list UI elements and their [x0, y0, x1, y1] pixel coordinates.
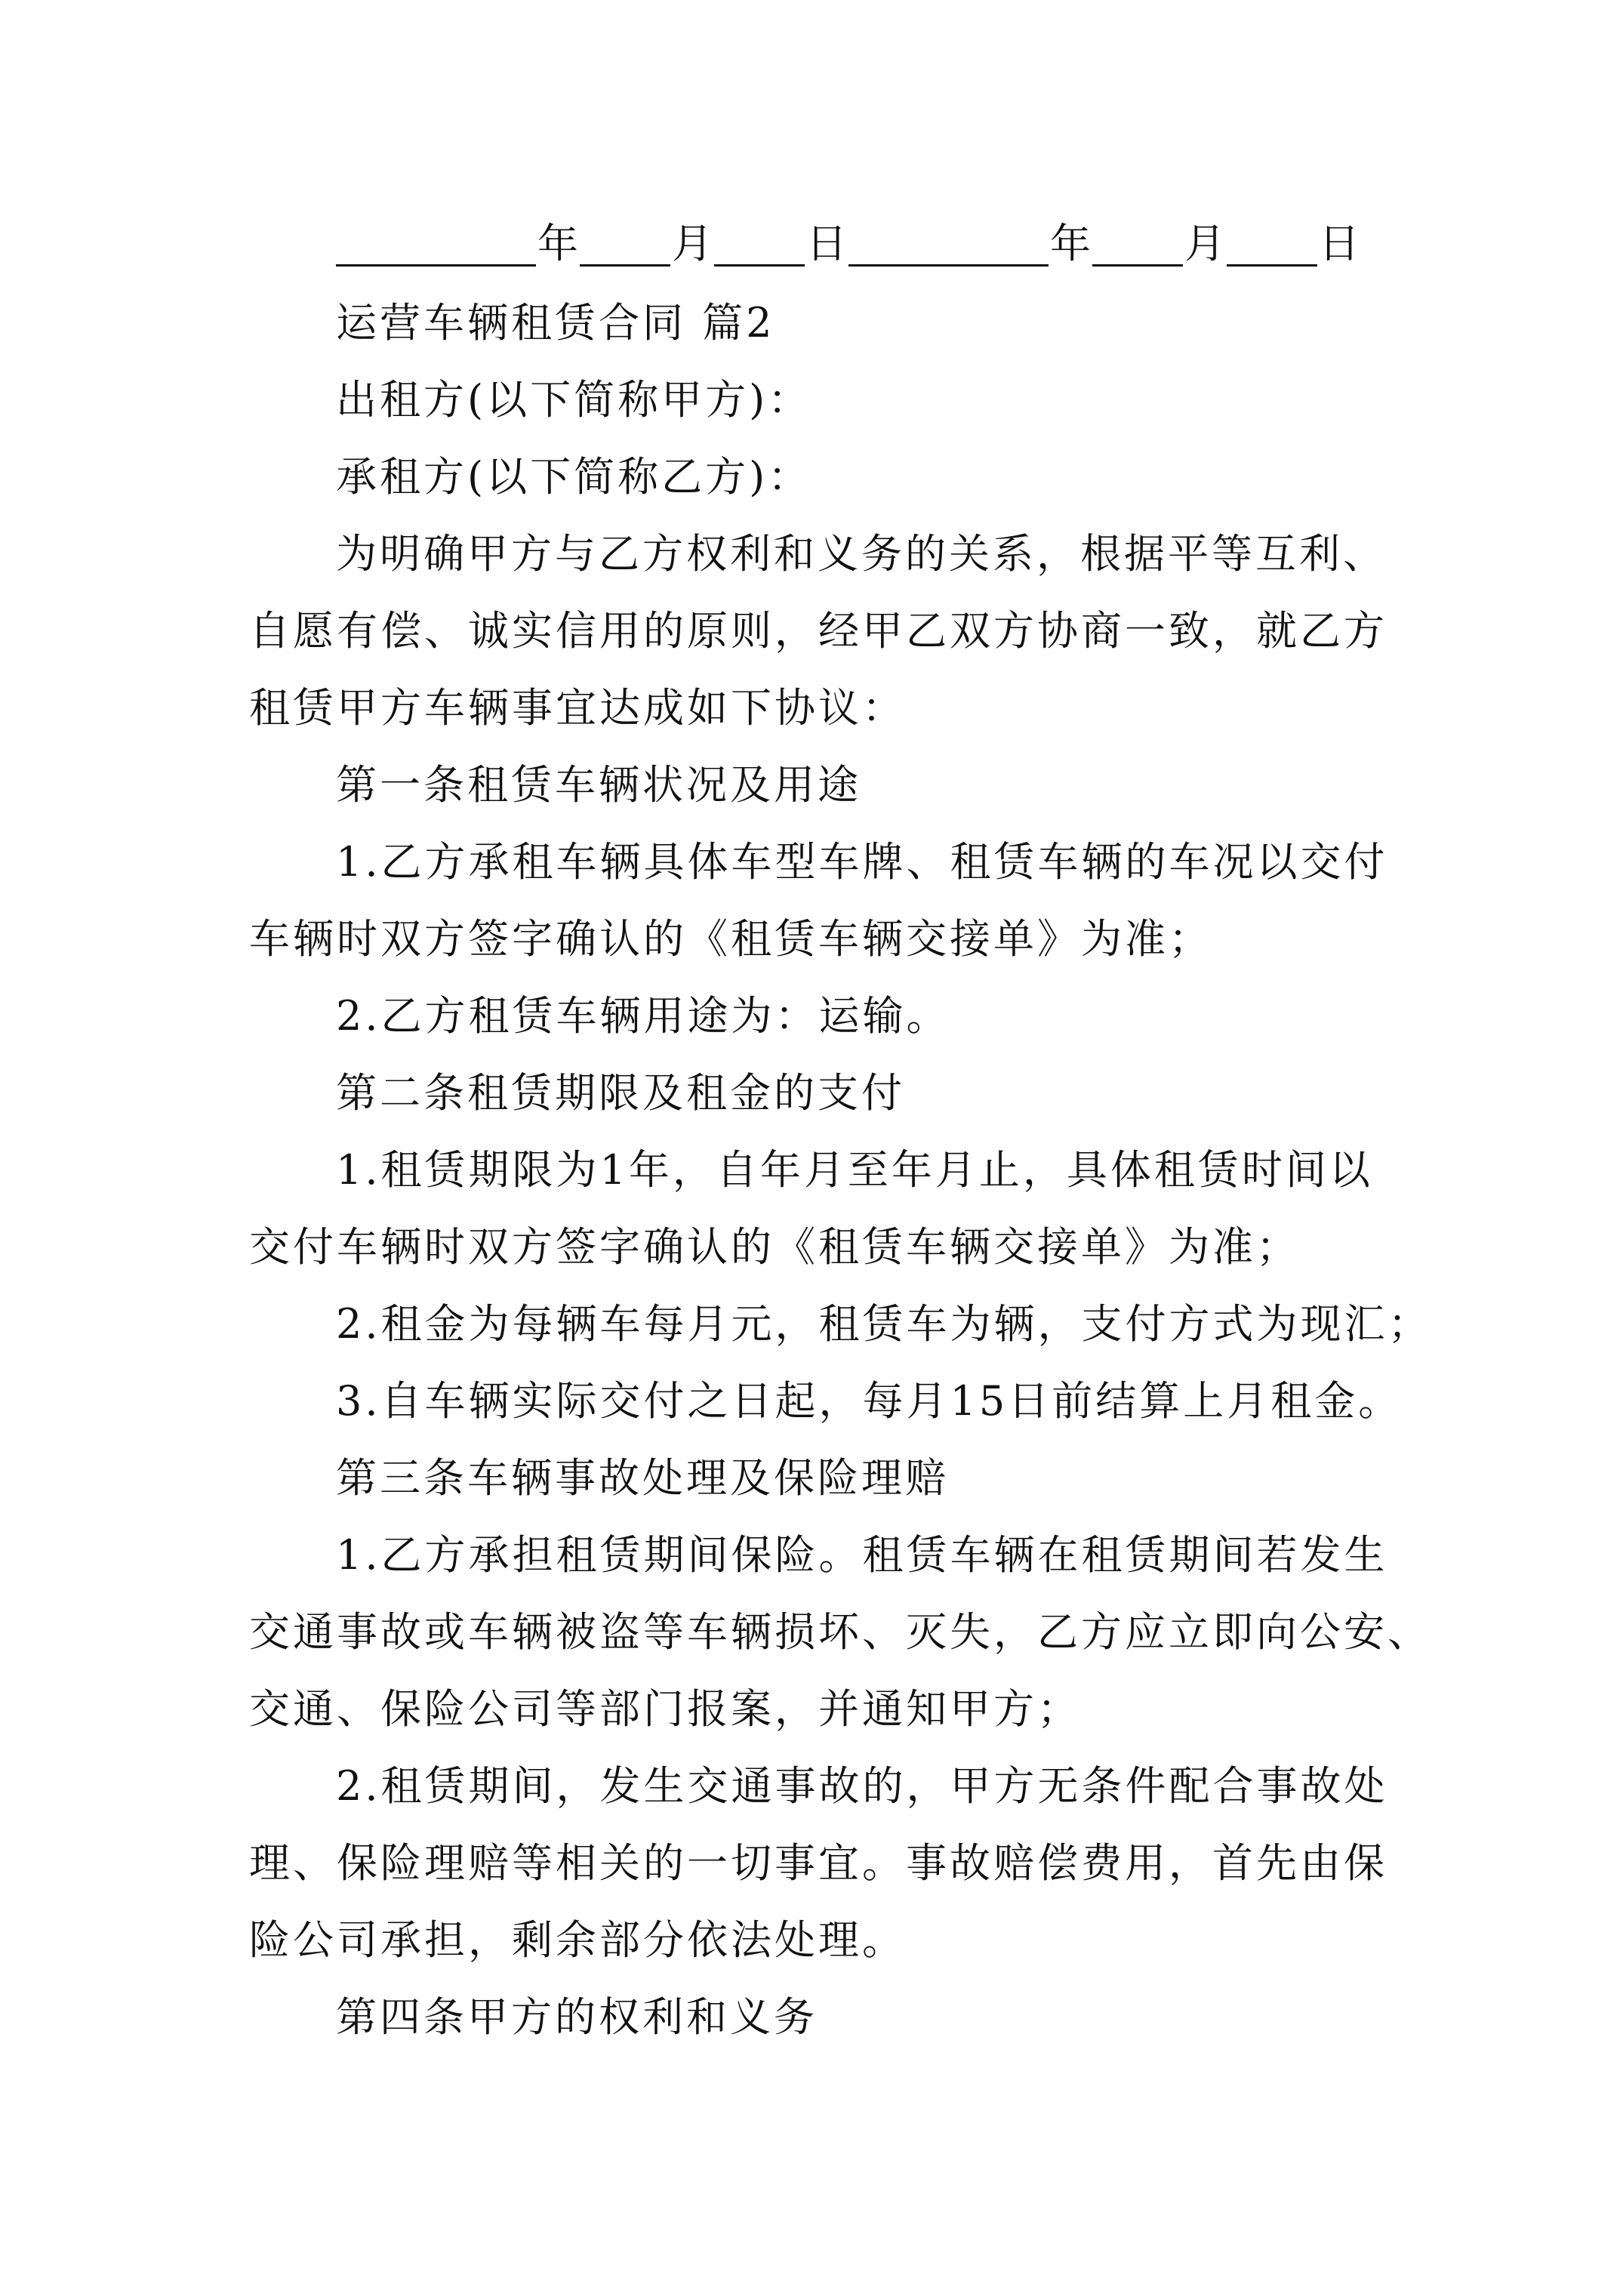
article4-title: 第四条甲方的权利和义务	[336, 1993, 818, 2041]
article3-item2-line-2: 理、保险理赔等相关的一切事宜。事故赔偿费用，首先由保	[249, 1839, 1387, 1887]
signature-date-line	[336, 214, 1361, 274]
date-unit-day-b: 日	[1319, 220, 1360, 267]
date-unit-month-a: 月	[672, 220, 713, 267]
date-blank-day-b	[1227, 220, 1317, 267]
preamble-line-1: 为明确甲方与乙方权利和义务的关系，根据平等互利、	[336, 530, 1387, 578]
date-unit-day-a: 日	[806, 220, 847, 267]
date-blank-year-b	[848, 220, 1049, 267]
article1-item1-line-2: 车辆时双方签字确认的《租赁车辆交接单》为准；	[249, 915, 1212, 963]
date-unit-year-a: 年	[537, 220, 578, 267]
article1-title: 第一条租赁车辆状况及用途	[336, 761, 861, 809]
article3-item2-line-1: 2.租赁期间，发生交通事故的，甲方无条件配合事故处	[336, 1762, 1388, 1810]
article1-item1-line-1: 1.乙方承租车辆具体车型车牌、租赁车辆的车况以交付	[336, 838, 1388, 886]
date-blank-year-a	[336, 220, 536, 267]
article2-item3: 3.自车辆实际交付之日起，每月15日前结算上月租金。	[336, 1377, 1403, 1425]
article2-item1-line-1: 1.租赁期限为1年，自年月至年月止，具体租赁时间以	[336, 1146, 1373, 1194]
party-b-line: 承租方(以下简称乙方)：	[336, 453, 812, 501]
article2-item2: 2.租金为每辆车每月元，租赁车为辆，支付方式为现汇；	[336, 1300, 1432, 1348]
party-a-line: 出租方(以下简称甲方)：	[336, 376, 812, 424]
article3-item1-line-2: 交通事故或车辆被盗等车辆损坏、灭失，乙方应立即向公安、	[249, 1608, 1431, 1656]
article2-title: 第二条租赁期限及租金的支付	[336, 1069, 905, 1117]
preamble-line-3: 租赁甲方车辆事宜达成如下协议：	[249, 684, 906, 732]
preamble-line-2: 自愿有偿、诚实信用的原则，经甲乙双方协商一致，就乙方	[249, 607, 1387, 655]
article3-item1-line-3: 交通、保险公司等部门报案，并通知甲方；	[249, 1685, 1081, 1733]
date-blank-month-b	[1092, 220, 1183, 267]
date-blank-day-a	[714, 220, 805, 267]
article3-item2-line-3: 险公司承担，剩余部分依法处理。	[249, 1916, 906, 1964]
document-heading: 运营车辆租赁合同 篇2	[336, 299, 775, 347]
article3-item1-line-1: 1.乙方承担租赁期间保险。租赁车辆在租赁期间若发生	[336, 1531, 1388, 1579]
article1-item2: 2.乙方租赁车辆用途为：运输。	[336, 992, 950, 1040]
article3-title: 第三条车辆事故处理及保险理赔	[336, 1454, 949, 1502]
article2-item1-line-2: 交付车辆时双方签字确认的《租赁车辆交接单》为准；	[249, 1223, 1300, 1271]
date-unit-year-b: 年	[1050, 220, 1091, 267]
date-blank-month-a	[580, 220, 670, 267]
date-unit-month-b: 月	[1184, 220, 1225, 267]
